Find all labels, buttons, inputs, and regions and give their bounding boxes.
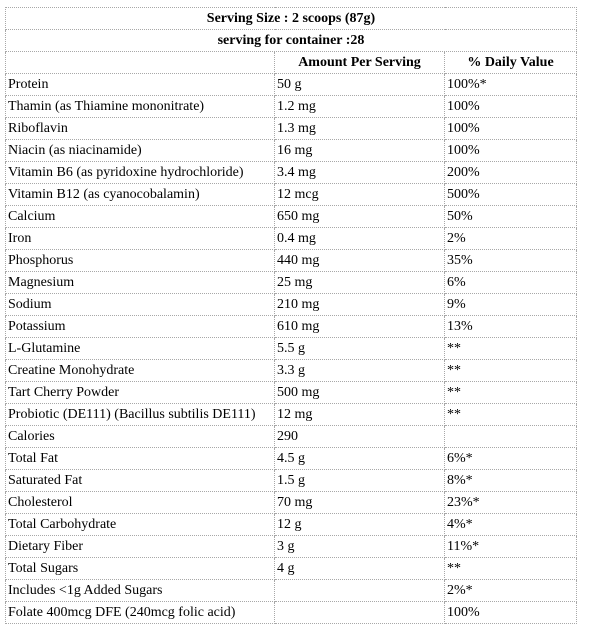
nutrient-row (6, 316, 577, 338)
nutrient-daily-value-cell: 100% (445, 602, 577, 624)
nutrient-daily-value-cell: 100%* (445, 74, 577, 96)
nutrient-amount-cell: 3.3 g (275, 360, 445, 382)
nutrient-amount-cell: 16 mg (275, 140, 445, 162)
servings-per-container-row (6, 30, 577, 52)
nutrient-daily-value-cell: 100% (445, 96, 577, 118)
nutrient-daily-value-cell: 2%* (445, 580, 577, 602)
nutrient-row (6, 558, 577, 580)
nutrient-daily-value-cell: 35% (445, 250, 577, 272)
serving-size-text: Serving Size : 2 scoops (87g) (6, 8, 577, 30)
nutrient-name-cell: Saturated Fat (6, 470, 275, 492)
nutrient-row (6, 294, 577, 316)
nutrient-amount-cell (275, 602, 445, 624)
nutrient-daily-value-cell: ** (445, 382, 577, 404)
nutrient-amount-cell: 50 g (275, 74, 445, 96)
nutrient-row (6, 272, 577, 294)
nutrient-amount-cell: 610 mg (275, 316, 445, 338)
nutrient-row (6, 426, 577, 448)
nutrient-name-cell: Probiotic (DE111) (Bacillus subtilis DE111) (6, 404, 275, 426)
nutrient-amount-cell: 4.5 g (275, 448, 445, 470)
nutrient-daily-value-cell: 8%* (445, 470, 577, 492)
nutrient-daily-value-cell: 4%* (445, 514, 577, 536)
nutrient-row (6, 492, 577, 514)
nutrient-name-cell: Vitamin B6 (as pyridoxine hydrochloride) (6, 162, 275, 184)
nutrient-name-cell: Tart Cherry Powder (6, 382, 275, 404)
nutrient-row (6, 162, 577, 184)
nutrient-name-cell: Vitamin B12 (as cyanocobalamin) (6, 184, 275, 206)
nutrient-row (6, 404, 577, 426)
nutrient-row (6, 140, 577, 162)
nutrient-amount-cell (275, 580, 445, 602)
nutrient-row (6, 250, 577, 272)
nutrient-name-cell: Sodium (6, 294, 275, 316)
nutrient-row (6, 602, 577, 624)
nutrient-row (6, 382, 577, 404)
nutrient-amount-cell: 70 mg (275, 492, 445, 514)
nutrient-amount-cell: 12 g (275, 514, 445, 536)
nutrient-daily-value-cell: 13% (445, 316, 577, 338)
nutrient-row (6, 74, 577, 96)
nutrient-row (6, 96, 577, 118)
nutrient-amount-cell: 210 mg (275, 294, 445, 316)
nutrient-name-cell: Folate 400mcg DFE (240mcg folic acid) (6, 602, 275, 624)
serving-size-row (6, 8, 577, 30)
nutrient-name-cell: Potassium (6, 316, 275, 338)
nutrient-amount-cell: 440 mg (275, 250, 445, 272)
nutrient-daily-value-cell (445, 426, 577, 448)
nutrient-daily-value-cell: 100% (445, 118, 577, 140)
nutrient-name-cell: Dietary Fiber (6, 536, 275, 558)
nutrient-row (6, 206, 577, 228)
nutrient-row (6, 470, 577, 492)
nutrient-daily-value-cell: 6%* (445, 448, 577, 470)
nutrient-name-cell: Creatine Monohydrate (6, 360, 275, 382)
nutrient-name-cell: Total Sugars (6, 558, 275, 580)
nutrient-row (6, 184, 577, 206)
nutrient-daily-value-cell: ** (445, 558, 577, 580)
nutrient-daily-value-cell: 6% (445, 272, 577, 294)
nutrient-name-cell: Calcium (6, 206, 275, 228)
nutrient-amount-cell: 3 g (275, 536, 445, 558)
servings-per-container-text: serving for container :28 (6, 30, 577, 52)
nutrient-amount-cell: 0.4 mg (275, 228, 445, 250)
nutrient-daily-value-cell: ** (445, 404, 577, 426)
nutrient-name-cell: Iron (6, 228, 275, 250)
nutrient-row (6, 448, 577, 470)
nutrient-name-cell: Protein (6, 74, 275, 96)
nutrient-amount-cell: 1.3 mg (275, 118, 445, 140)
nutrient-daily-value-cell: 9% (445, 294, 577, 316)
nutrient-row (6, 118, 577, 140)
nutrient-daily-value-cell: 11%* (445, 536, 577, 558)
nutrient-column-header (6, 52, 275, 74)
nutrient-amount-cell: 1.2 mg (275, 96, 445, 118)
nutrient-daily-value-cell: 2% (445, 228, 577, 250)
nutrient-amount-cell: 650 mg (275, 206, 445, 228)
nutrient-row (6, 580, 577, 602)
nutrition-facts-panel (5, 7, 577, 624)
nutrient-row (6, 338, 577, 360)
nutrient-amount-cell: 500 mg (275, 382, 445, 404)
nutrient-daily-value-cell: ** (445, 360, 577, 382)
nutrient-amount-cell: 12 mg (275, 404, 445, 426)
column-header-row (6, 52, 577, 74)
nutrient-daily-value-cell: 500% (445, 184, 577, 206)
nutrient-amount-cell: 3.4 mg (275, 162, 445, 184)
nutrient-daily-value-cell: 23%* (445, 492, 577, 514)
nutrient-name-cell: Phosphorus (6, 250, 275, 272)
nutrient-name-cell: Includes <1g Added Sugars (6, 580, 275, 602)
daily-value-column-header: % Daily Value (445, 52, 577, 74)
nutrient-name-cell: Riboflavin (6, 118, 275, 140)
nutrient-name-cell: Niacin (as niacinamide) (6, 140, 275, 162)
nutrition-facts-table (5, 7, 577, 624)
nutrient-name-cell: L-Glutamine (6, 338, 275, 360)
nutrient-amount-cell: 1.5 g (275, 470, 445, 492)
nutrient-daily-value-cell: 100% (445, 140, 577, 162)
nutrient-name-cell: Cholesterol (6, 492, 275, 514)
nutrient-daily-value-cell: 50% (445, 206, 577, 228)
nutrient-name-cell: Total Fat (6, 448, 275, 470)
nutrient-daily-value-cell: 200% (445, 162, 577, 184)
amount-column-header: Amount Per Serving (275, 52, 445, 74)
nutrient-name-cell: Thamin (as Thiamine mononitrate) (6, 96, 275, 118)
nutrient-daily-value-cell: ** (445, 338, 577, 360)
nutrient-amount-cell: 25 mg (275, 272, 445, 294)
nutrient-row (6, 228, 577, 250)
nutrient-row (6, 514, 577, 536)
nutrient-amount-cell: 5.5 g (275, 338, 445, 360)
nutrient-amount-cell: 12 mcg (275, 184, 445, 206)
nutrient-amount-cell: 4 g (275, 558, 445, 580)
nutrient-row (6, 360, 577, 382)
nutrient-row (6, 536, 577, 558)
nutrient-name-cell: Calories (6, 426, 275, 448)
nutrient-name-cell: Magnesium (6, 272, 275, 294)
nutrient-name-cell: Total Carbohydrate (6, 514, 275, 536)
nutrient-amount-cell: 290 (275, 426, 445, 448)
